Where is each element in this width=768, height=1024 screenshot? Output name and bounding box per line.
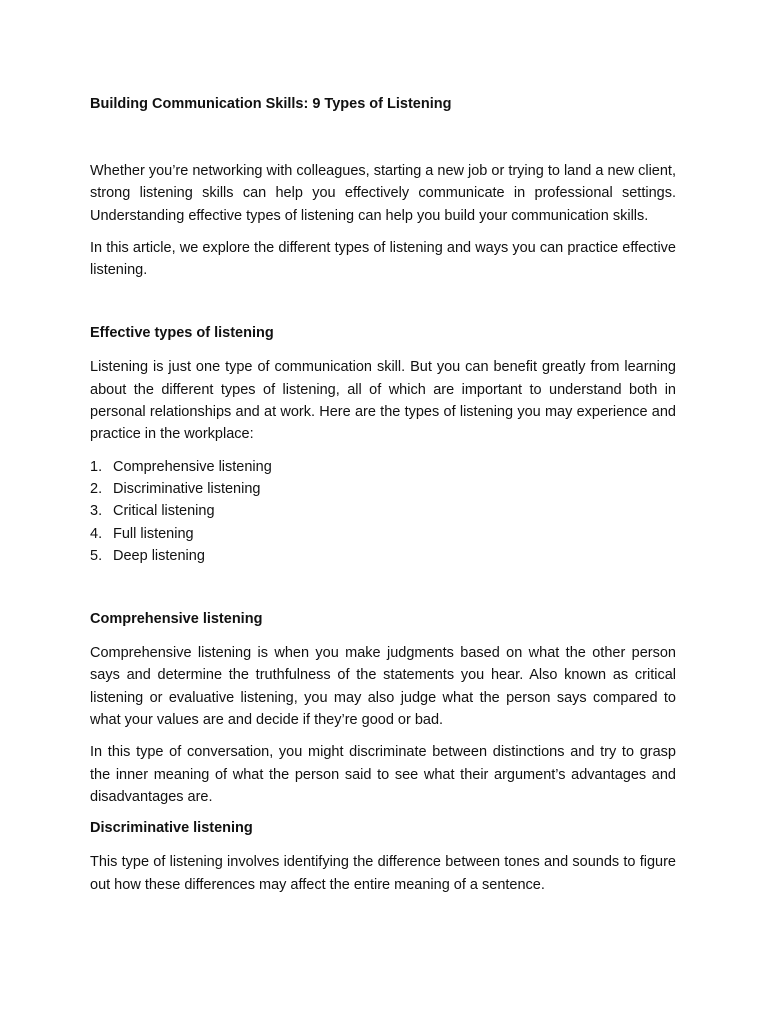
list-item: [90, 500, 676, 522]
discriminative-paragraph: This type of listening involves identifying the difference between tones and sounds to figure out how these differences may affect the entire meaning of a sentence.: [90, 854, 676, 893]
heading-effective-types: Effective types of listening: [90, 325, 274, 342]
list-item-number: 3.: [90, 503, 103, 520]
list-item-text: Deep listening: [113, 547, 205, 564]
intro-paragraph-2: In this article, we explore the different types of listening and ways you can practice effective listening.: [90, 239, 676, 279]
list-item-number: 1.: [90, 458, 103, 475]
list-item: [90, 478, 676, 500]
list-item: [90, 523, 676, 545]
comprehensive-paragraph-1: Comprehensive listening is when you make judgments based on what the other person says and determine the truthfulness of the statements you hear. Also known as critical listening or evaluative listening, you may also judge what the person says compared to what your values are and decide if they’re good or bad.: [90, 645, 676, 729]
list-item-number: 5.: [90, 547, 103, 564]
list-item: [90, 545, 676, 567]
comprehensive-paragraph-2: In this type of conversation, you might discriminate between distinctions and try to grasp the inner meaning of what the person said to see what their argument’s advantages and disadvantages are.: [90, 744, 676, 805]
heading-discriminative-listening: Discriminative listening: [90, 820, 253, 837]
document-page: [90, 94, 676, 906]
list-item-text: Full listening: [113, 525, 194, 542]
list-item-number: 4.: [90, 525, 103, 542]
list-item-text: Discriminative listening: [113, 480, 261, 497]
list-item-number: 2.: [90, 480, 103, 497]
effective-types-paragraph: Listening is just one type of communication skill. But you can benefit greatly from learning about the different types of listening, all of which are important to understand both in personal relationships and at work. Here are the types of listening you may experience and practice in the workplace:: [90, 359, 676, 443]
list-item-text: Critical listening: [113, 503, 215, 520]
heading-comprehensive-listening: Comprehensive listening: [90, 611, 263, 628]
list-item: [90, 456, 676, 478]
intro-paragraph-1: Whether you’re networking with colleagues, starting a new job or trying to land a new client, strong listening skills can help you effectively communicate in professional settings. Understanding effective types of listening can help you build your communication skills.: [90, 163, 676, 224]
list-item-text: Comprehensive listening: [113, 458, 272, 475]
listening-types-list: [90, 456, 676, 567]
document-title: Building Communication Skills: 9 Types of Listening: [90, 96, 452, 112]
